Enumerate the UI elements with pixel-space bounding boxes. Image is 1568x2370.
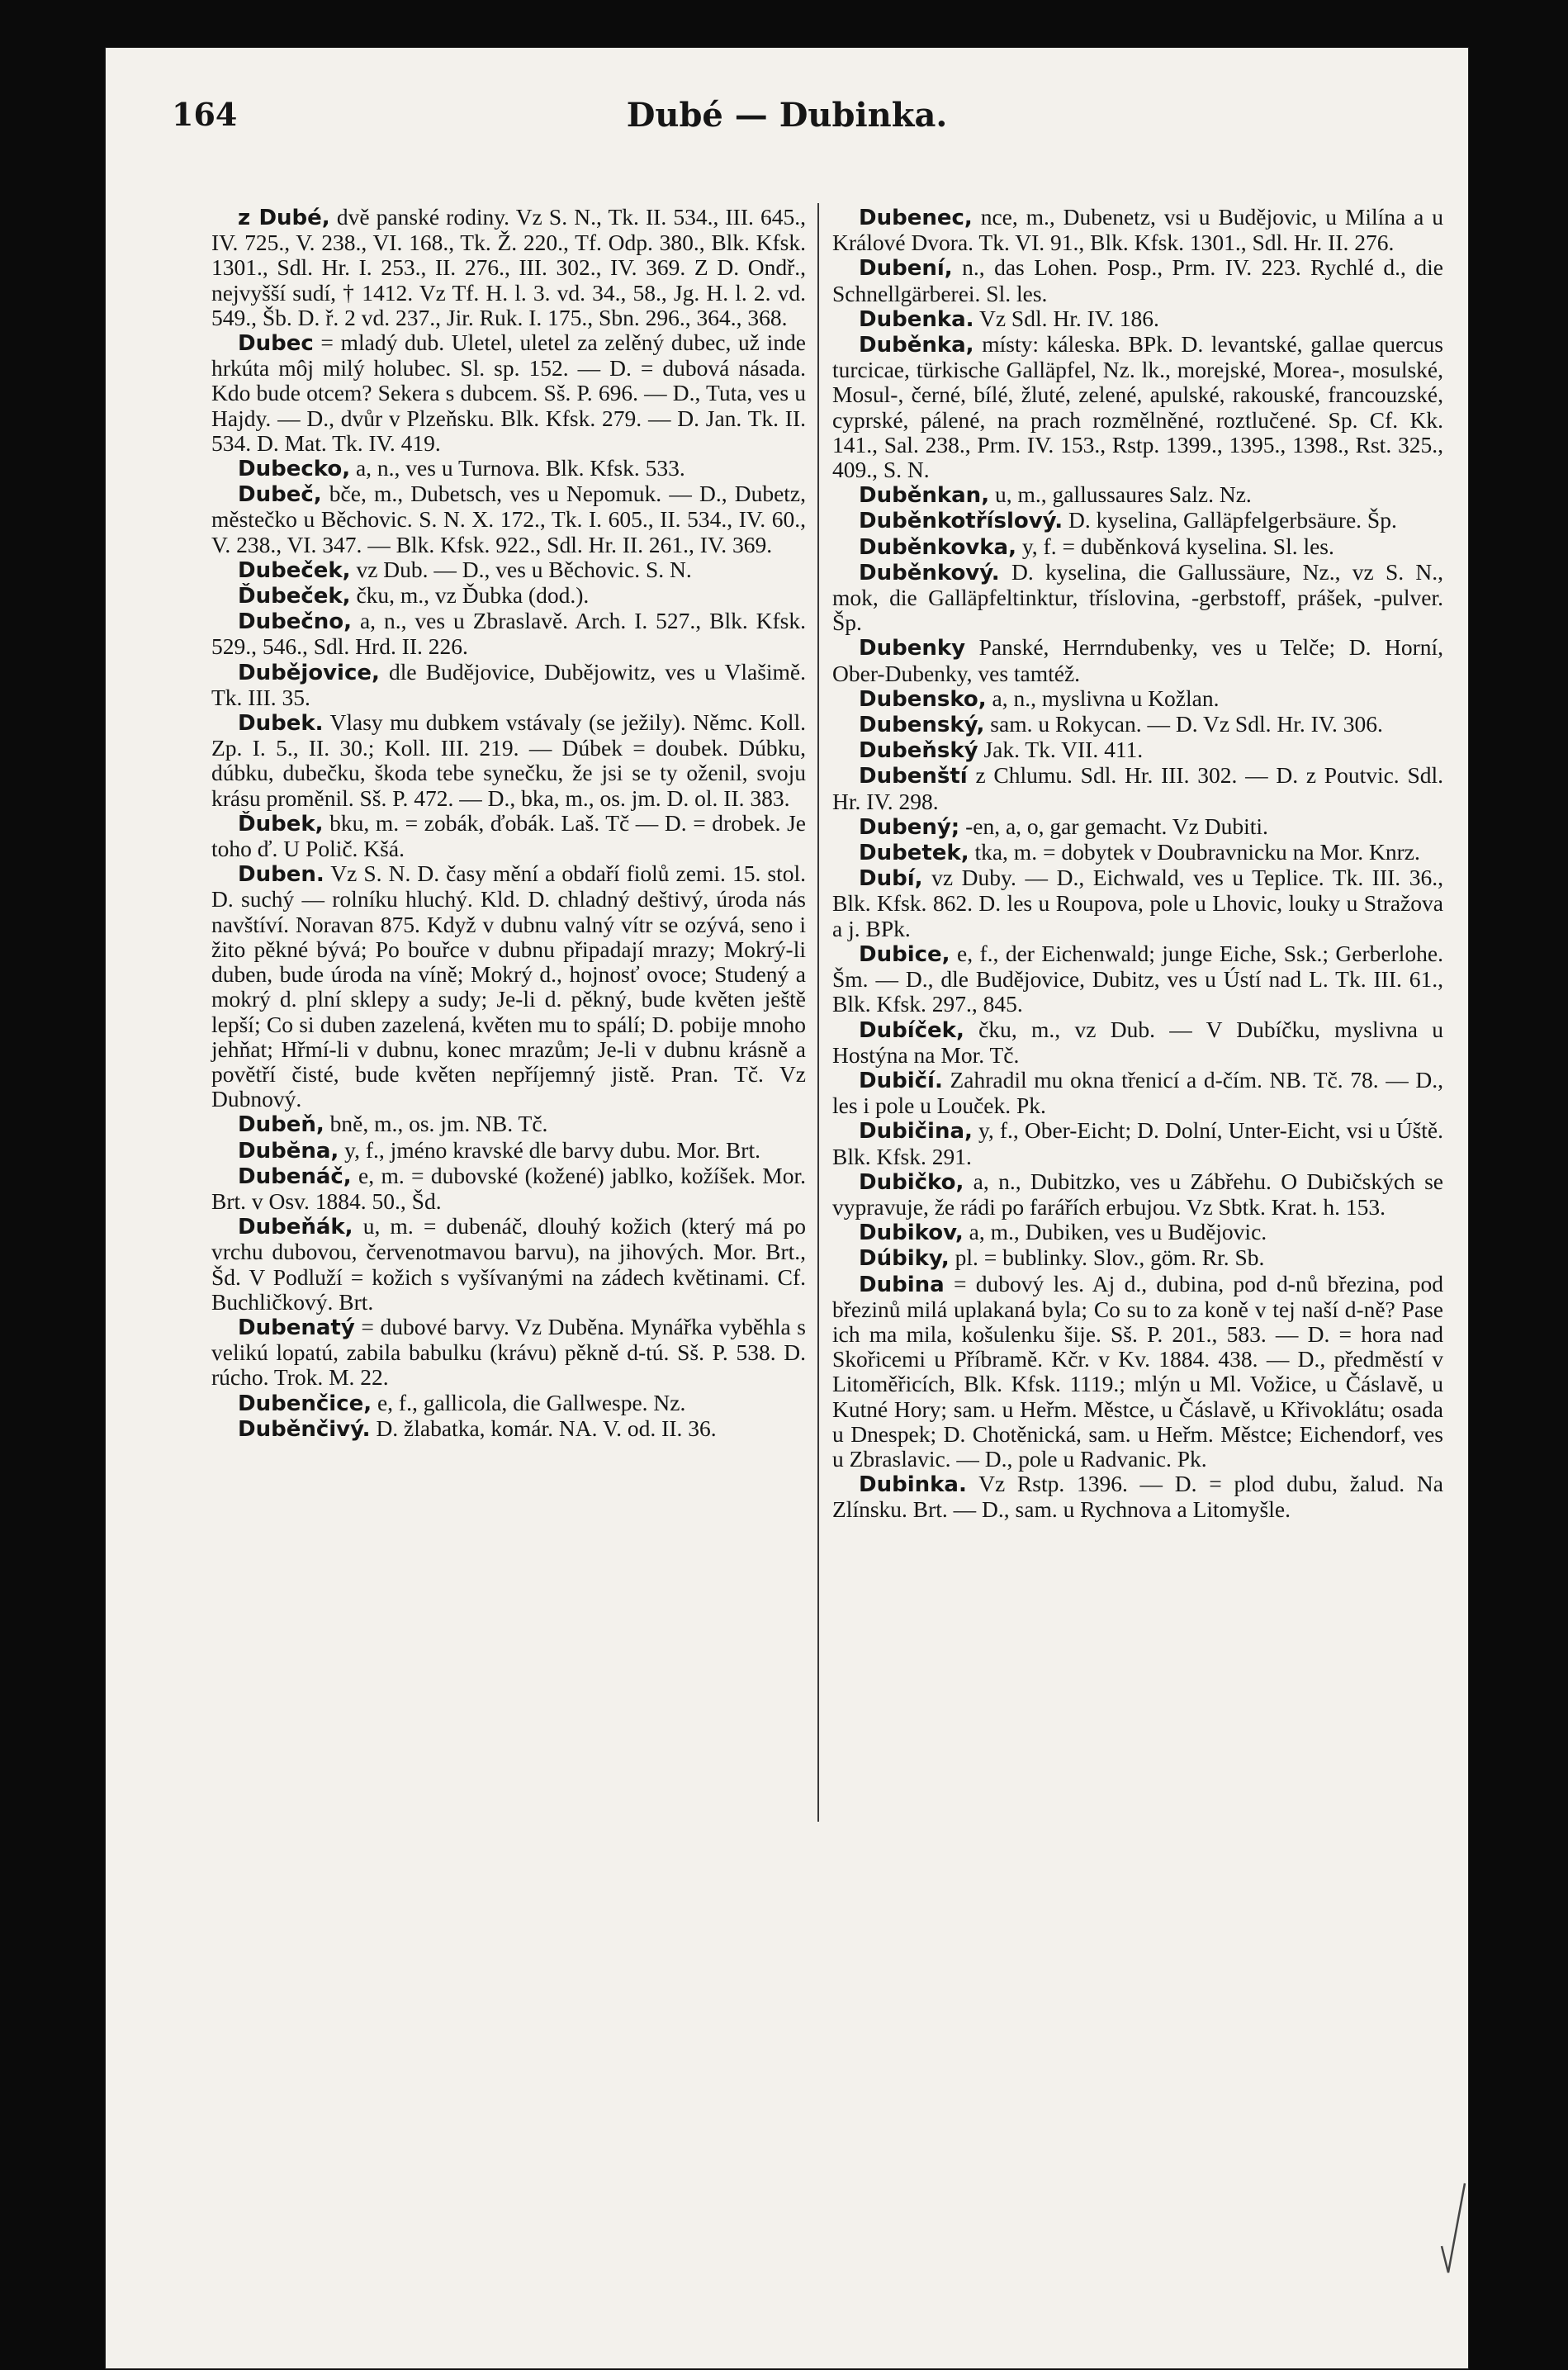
entry-headword: Dubeň,: [238, 1112, 324, 1138]
dictionary-entry: [832, 255, 1443, 306]
entry-headword: Dubení,: [859, 256, 953, 282]
entry-headword: Duběnka,: [859, 333, 974, 358]
dictionary-entry: [211, 557, 806, 583]
entry-headword: Dubikov,: [859, 1221, 964, 1246]
entry-text: a, n., Dubitzko, ves u Zábřehu. O Dubičských se vypravuje, že rádi po farářích erbujou. Vz Sbtk. Krat. h. 153.: [832, 1168, 1443, 1220]
entry-text: čku, m., vz Ďubka (dod.).: [356, 582, 590, 609]
dictionary-entry: [832, 508, 1443, 533]
page-number: 164: [172, 96, 238, 133]
entry-headword: Dubenský,: [859, 713, 985, 738]
right-column: [832, 205, 1443, 1523]
dictionary-entry: [832, 332, 1443, 482]
entry-headword: Dubičina,: [859, 1119, 973, 1145]
entry-text: -en, a, o, gar gemacht. Vz Dubiti.: [965, 813, 1268, 839]
dictionary-entry: [211, 1164, 806, 1214]
entry-headword: Dubenec,: [859, 206, 973, 230]
entry-headword: Dubĕna,: [238, 1138, 339, 1164]
entry-text: vz Dub. — D., ves u Běchovic. S. N.: [356, 556, 692, 582]
dictionary-entry: [832, 1472, 1443, 1522]
entry-text: z Chlumu. Sdl. Hr. III. 302. — D. z Poutvic. Sdl. Hr. IV. 298.: [832, 762, 1443, 814]
dictionary-entry: [832, 840, 1443, 865]
pencil-checkmark-icon: [1437, 2180, 1470, 2279]
dictionary-entry: [211, 811, 806, 861]
entry-headword: Dubičí.: [859, 1068, 943, 1093]
entry-headword: Duběnkovka,: [859, 534, 1016, 560]
dictionary-entry: [832, 712, 1443, 737]
dictionary-entry: [832, 1118, 1443, 1168]
entry-text: Vz S. N. D. časy mění a obdaří fiolů zemi. 15. stol. D. suchý — rolníku hluchý. Kld. D. chladný deštivý, úroda nás navštíví. Noravan 875. Když v dubnu valný vítr se ozývá, seno i žito pěkné bývá; Po bouřce v dubnu připadají mrazy; Mokrý-li duben, bude úroda na víně; Mokrý d., hojnosť ovoce; Studený a mokrý d. plní sklepy a sudy; Je-li d. pěkný, bude květen ještě lepší; Co si duben zazelená, květen mu to spálí; D. pobije mnoho jehňat; Hřmí-li v dubnu, konec mrazům; Je-li v dubnu krásně a povětří čisté, bude květen nepříjemný jistě. Pran. Tč. Vz Dubnový.: [211, 860, 806, 1112]
dictionary-entry: [211, 1138, 806, 1164]
entry-headword: Dubensko,: [859, 686, 987, 712]
entry-headword: Dubenáč,: [238, 1164, 352, 1189]
entry-text: bku, m. = zobák, ďobák. Laš. Tč — D. = drobek. Je toho ď. U Polič. Kšá.: [211, 809, 807, 862]
entry-text: místy: káleska. BPk. D. levantské, gallae quercus turcicae, türkische Galläpfel, Nz. lk., morejské, Morea-, mosulské, Mosul-, černé, bílé, žluté, zelené, apulské, rakouské, francouzské, cyprské, pálené, na prach rozmělněné, roztlučené. Sp. Cf. Kk. 141., Sal. 238., Prm. IV. 153., Rstp. 1399., 1395., 1398., Rst. 325., 409., S. N.: [832, 331, 1443, 483]
entry-headword: Dubec: [238, 331, 314, 357]
book-page: [106, 48, 1468, 2368]
dictionary-entry: [832, 534, 1443, 560]
dictionary-entry: [211, 1416, 806, 1442]
dictionary-entry: [211, 1214, 806, 1315]
entry-text: Zahradil mu okna třenicí a d-čím. NB. Tč. 78. — D., les i pole u Louček. Pk.: [832, 1066, 1444, 1119]
dictionary-entry: [832, 763, 1443, 813]
entry-text: e, f., gallicola, die Gallwespe. Nz.: [377, 1389, 686, 1415]
dictionary-entry: [211, 481, 806, 557]
entry-text: Vz Sdl. Hr. IV. 186.: [978, 305, 1159, 331]
dictionary-entry: [832, 560, 1443, 636]
entry-text: Vz Rstp. 1396. — D. = plod dubu, žalud. Na Zlínsku. Brt. — D., sam. u Rychnova a Litomyšle.: [832, 1471, 1443, 1523]
entry-headword: Dubenky: [859, 636, 966, 661]
entry-text: dle Budějovice, Dubějowitz, ves u Vlašimě. Tk. III. 35.: [211, 658, 807, 710]
entry-text: n., das Lohen. Posp., Prm. IV. 223. Rychlé d., die Schnellgärberei. Sl. les.: [832, 254, 1443, 306]
entry-text: D. kyselina, Galläpfelgerbsäure. Šp.: [1068, 507, 1397, 533]
entry-text: y, f., Ober-Eicht; D. Dolní, Unter-Eicht, vsi u Úště. Blk. Kfsk. 291.: [832, 1117, 1444, 1169]
entry-text: pl. = bublinky. Slov., göm. Rr. Sb.: [955, 1244, 1265, 1271]
entry-text: a, n., myslivna u Kožlan.: [992, 685, 1220, 711]
dictionary-entry: [832, 1169, 1443, 1220]
entry-headword: Dubeňák,: [238, 1215, 353, 1240]
entry-headword: Dubeč,: [238, 482, 322, 508]
entry-text: a, n., ves u Zbraslavě. Arch. I. 527., Blk. Kfsk. 529., 546., Sdl. Hrd. II. 226.: [211, 608, 806, 660]
dictionary-entry: [832, 1245, 1443, 1271]
entry-text: vz Duby. — D., Eichwald, ves u Teplice. Tk. III. 36., Blk. Kfsk. 862. D. les u Roupova, pole u Lhovic, louky u Stražova a j. BPk.: [832, 865, 1444, 941]
entry-text: y, f., jméno kravské dle barvy dubu. Mor. Brt.: [344, 1136, 760, 1163]
dictionary-entry: [832, 865, 1443, 941]
entry-headword: Dubina: [859, 1272, 945, 1297]
entry-text: Jak. Tk. VII. 411.: [983, 737, 1144, 763]
entry-headword: Dúbiky,: [859, 1246, 950, 1272]
entry-headword: Dubený;: [859, 814, 960, 840]
entry-headword: Duběnkan,: [859, 483, 990, 509]
dictionary-entry: [832, 814, 1443, 840]
entry-text: bče, m., Dubetsch, ves u Nepomuk. — D., Dubetz, městečko u Běchovic. S. N. X. 172., Tk. I. 605., II. 534., IV. 60., V. 238., VI. 347. — Blk. Kfsk. 922., Sdl. Hr. II. 261., IV. 369.: [211, 481, 806, 557]
dictionary-entry: [211, 609, 806, 659]
dictionary-entry: [211, 660, 806, 710]
entry-text: a, m., Dubiken, ves u Budějovic.: [969, 1219, 1267, 1245]
running-head: Dubé — Dubinka.: [626, 96, 948, 135]
entry-text: = dubové barvy. Vz Duběna. Mynářka vyběhla s velikú lopatú, zabila babulku (krávu) pěkně d-tú. Sš. P. 538. D. rúcho. Trok. M. 22.: [211, 1313, 806, 1391]
entry-text: e, f., der Eichenwald; junge Eiche, Ssk.; Gerberlohe. Šm. — D., dle Budějovice, Dubitz, ves u Ústí nad L. Tk. III. 61., Blk. Kfsk. 297., 845.: [832, 940, 1443, 1017]
page-header: [172, 96, 1402, 145]
entry-headword: Duběnkotříslový.: [859, 509, 1063, 534]
dictionary-entry: [832, 306, 1443, 332]
entry-text: = dubový les. Aj d., dubina, pod d-nů březina, pod březinů milá uplakaná byla; Co su to za koně v tej naší d-ně? Pase ich ma mila, košulenku šije. Sš. P. 201., 583. — D. = hora nad Skořicemi u Příbramě. Kčr. v Kv. 1884. 438. — D., předměstí v Litoměřicích, Blk. Kfsk. 1119.; mlýn u Ml. Vožice, u Čáslavě, u Kutné Hory; sam. u Heřm. Městce, u Čáslavě, u Křivoklátu; osada u Dnespek; D. Chotěnická, sam. u Heřm. Městce; Eichendorf, ves u Zbraslavic. — D., pole u Radvanic. Pk.: [832, 1270, 1444, 1472]
dictionary-entry: [832, 1068, 1443, 1118]
entry-headword: Dubenka.: [859, 306, 974, 332]
entry-text: u, m. = dubenáč, dlouhý kožich (který má po vrchu dubovou, červenotmavou barvu), na jihových. Mor. Brt., Šd. V Podluží = kožich s vyšívanými na zádech květinami. Cf. Buchličkový. Brt.: [211, 1213, 807, 1315]
entry-headword: Dubinka.: [859, 1472, 967, 1498]
entry-headword: Duběnkový.: [859, 560, 1000, 585]
dictionary-entry: [832, 1017, 1443, 1068]
dictionary-entry: [211, 861, 806, 1112]
dictionary-entry: [211, 1315, 806, 1391]
entry-text: D. kyselina, die Gallussäure, Nz., vz S. N., mok, die Galläpfeltinktur, tříslovina, -gerbstoff, prášek, -pulver. Šp.: [832, 558, 1443, 636]
entry-headword: Dubice,: [859, 941, 950, 967]
dictionary-entry: [211, 583, 806, 609]
entry-headword: Dubějovice,: [238, 660, 380, 685]
entry-headword: z Dubé,: [238, 206, 330, 230]
dictionary-entry: [832, 205, 1443, 255]
dictionary-entry: [832, 1220, 1443, 1245]
entry-headword: Dubeňský: [859, 738, 978, 764]
entry-text: čku, m., vz Dub. — V Dubíčku, myslivna u Hostýna na Mor. Tč.: [832, 1016, 1444, 1068]
entry-text: Panské, Herrndubenky, ves u Telče; D. Horní, Ober-Dubenky, ves tamtéž.: [832, 634, 1444, 686]
dictionary-entry: [211, 205, 806, 330]
dictionary-entry: [832, 1272, 1443, 1472]
entry-text: y, f. = duběnková kyselina. Sl. les.: [1021, 533, 1334, 559]
entry-headword: Dubecko,: [238, 457, 351, 482]
entry-text: a, n., ves u Turnova. Blk. Kfsk. 533.: [355, 455, 685, 481]
left-column: [211, 205, 806, 1442]
column-divider: [817, 203, 819, 1822]
entry-text: dvě panské rodiny. Vz S. N., Tk. II. 534., III. 645., IV. 725., V. 238., VI. 168., Tk. Ž. 220., Tf. Odp. 380., Blk. Kfsk. 1301., Sdl. Hr. I. 253., II. 276., III. 302., IV. 369. Z D. Ondř., nejvyšší sudí, † 1412. Vz Tf. H. l. 3. vd. 34., 58., Jg. H. l. 2. vd. 549., Šb. D. ř. 2 vd. 237., Jir. Ruk. I. 175., Sbn. 296., 364., 368.: [211, 204, 806, 330]
entry-text: = mladý dub. Uletel, uletel za zelěný dubec, už inde hrkúta môj milý holubec. Sl. sp. 152. — D. = dubová násada. Kdo bude otcem? Sekera s dubcem. Sš. P. 696. — D., Tuta, ves u Hajdy. — D., dvůr v Plzeňsku. Blk. Kfsk. 279. — D. Jan. Tk. II. 534. D. Mat. Tk. IV. 419.: [211, 329, 806, 456]
entry-text: tka, m. = dobytek v Doubravnicku na Mor. Knrz.: [974, 839, 1420, 865]
dictionary-entry: [832, 482, 1443, 508]
entry-text: u, m., gallussaures Salz. Nz.: [994, 481, 1252, 508]
dictionary-entry: [211, 710, 806, 811]
entry-headword: Dubičko,: [859, 1169, 964, 1195]
entry-headword: Dubetek,: [859, 841, 969, 866]
entry-headword: Dubečno,: [238, 609, 352, 635]
entry-text: e, m. = dubovské (kožené) jablko, kožíšek. Mor. Brt. v Osv. 1884. 50., Šd.: [211, 1162, 807, 1214]
dictionary-entry: [211, 1112, 806, 1137]
dictionary-entry: [211, 456, 806, 481]
entry-headword: Dubenští: [859, 764, 968, 789]
dictionary-entry: [832, 737, 1443, 763]
entry-headword: Dubí,: [859, 866, 923, 892]
entry-text: nce, m., Dubenetz, vsi u Budějovic, u Milína a u Králové Dvora. Tk. VI. 91., Blk. Kfsk. 1301., Sdl. Hr. II. 276.: [832, 204, 1443, 256]
entry-headword: Dubeček,: [238, 557, 351, 583]
entry-headword: Dubenčice,: [238, 1391, 372, 1416]
dictionary-entry: [832, 686, 1443, 712]
entry-text: sam. u Rokycan. — D. Vz Sdl. Hr. IV. 306.: [990, 711, 1383, 737]
dictionary-entry: [211, 330, 806, 456]
entry-text: bně, m., os. jm. NB. Tč.: [329, 1111, 548, 1137]
dictionary-entry: [832, 635, 1443, 685]
entry-headword: Dubenatý: [238, 1315, 355, 1340]
entry-headword: Dubíček,: [859, 1017, 964, 1043]
dictionary-entry: [211, 1391, 806, 1416]
entry-headword: Ďubek,: [238, 811, 324, 837]
entry-headword: Duběnčivý.: [238, 1416, 371, 1442]
entry-text: D. žlabatka, komár. NA. V. od. II. 36.: [376, 1415, 717, 1441]
entry-headword: Duben.: [238, 862, 324, 888]
dictionary-entry: [832, 941, 1443, 1017]
entry-text: Vlasy mu dubkem vstávaly (se ježily). Němc. Koll. Zp. I. 5., II. 30.; Koll. III. 219. — Dúbek = doubek. Dúbku, dúbku, dubečku, škoda tebe synečku, že jsi se ty oženil, svoju krásu proměnil. Sš. P. 472. — D., bka, m., os. jm. D. ol. II. 383.: [211, 709, 806, 811]
entry-headword: Dubek.: [238, 711, 324, 737]
entry-headword: Ďubeček,: [238, 584, 351, 609]
